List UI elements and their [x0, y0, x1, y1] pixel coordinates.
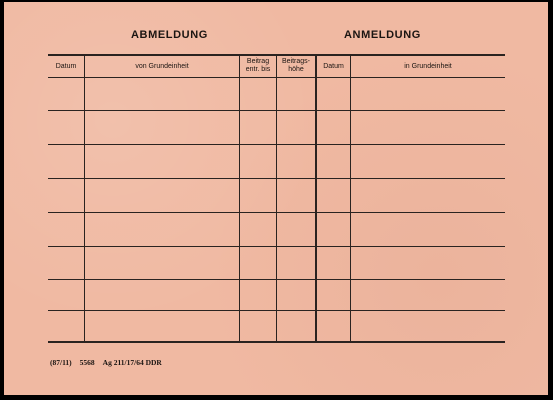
column-divider	[84, 55, 85, 342]
print-code-part: 5568	[79, 358, 95, 367]
column-header-von-grundeinheit	[85, 63, 239, 71]
column-divider	[276, 55, 277, 342]
column-divider	[350, 55, 351, 342]
column-header-beitrag-entrichtet-bis	[240, 58, 276, 74]
column-header-line: entr. bis	[245, 66, 271, 73]
column-header-beitragshoehe	[277, 58, 315, 74]
section-divider	[315, 55, 317, 342]
column-header-line: Datum	[323, 63, 344, 70]
column-header-line: von Grundeinheit	[135, 63, 189, 70]
column-header-datum-abmeldung	[48, 63, 84, 71]
print-code-part: (87/11)	[50, 358, 72, 367]
column-divider	[239, 55, 240, 342]
print-code-part: Ag 211/17/64 DDR	[102, 358, 162, 367]
column-header-line: Beitrags-	[281, 58, 310, 65]
column-header-line: Beitrag	[246, 58, 270, 65]
column-header-datum-anmeldung	[317, 63, 350, 71]
membership-card	[4, 2, 548, 395]
column-header-line: Datum	[55, 63, 77, 70]
anmeldung-heading: ANMELDUNG	[344, 29, 421, 41]
print-code	[50, 358, 170, 367]
column-header-line: höhe	[288, 66, 304, 73]
column-header-line: in Grundeinheit	[404, 63, 452, 70]
abmeldung-heading: ABMELDUNG	[131, 29, 208, 41]
column-header-in-grundeinheit	[351, 63, 505, 71]
